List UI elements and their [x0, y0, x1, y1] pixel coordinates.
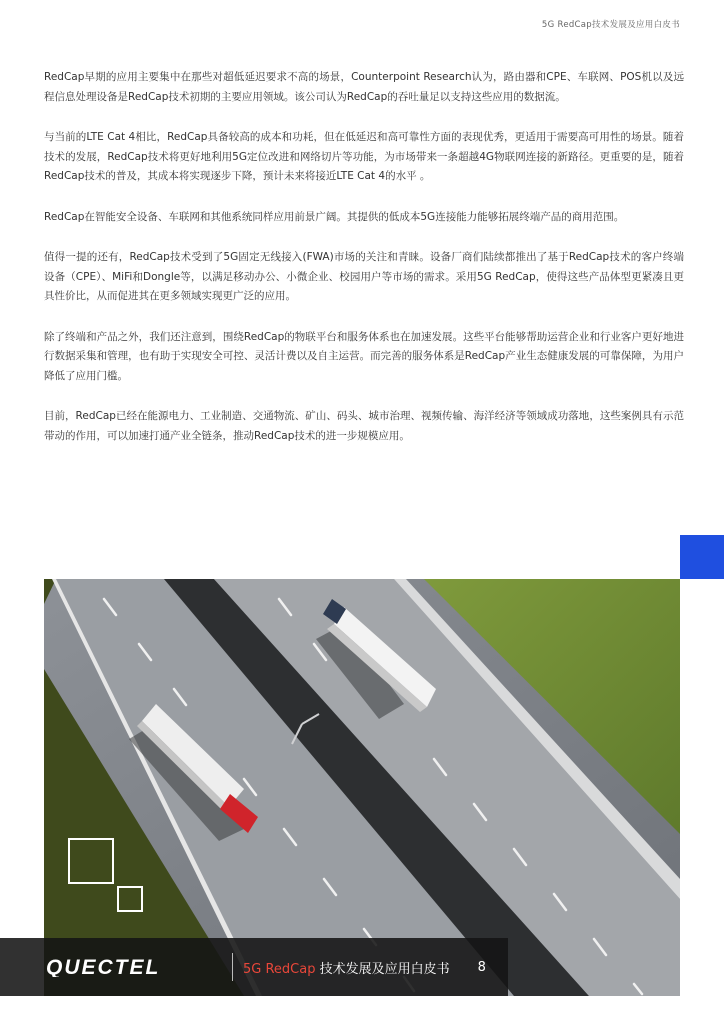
- footer-bar: [0, 938, 508, 996]
- decorative-square-large: [68, 838, 114, 884]
- footer-title: [243, 958, 450, 977]
- paragraph: 除了终端和产品之外，我们还注意到，围绕RedCap的物联平台和服务体系也在加速发展。这些平台能够帮助运营企业和行业客户更好地进行数据采集和管理，也有助于实现安全可控、灵活计费以及自主运营。而完善的服务体系是RedCap产业生态健康发展的可靠保障，为用户降低了应用门槛。: [44, 330, 684, 382]
- running-header: 5G RedCap技术发展及应用白皮书: [541, 20, 680, 30]
- paragraph: RedCap早期的应用主要集中在那些对超低延迟要求不高的场景，Counterpoint Research认为，路由器和CPE、车联网、POS机以及远程信息处理设备是RedCap技术初期的主要应用领域。该公司认为RedCap的吞吐量足以支持这些应用的数据流。: [44, 71, 684, 103]
- footer-divider: [232, 953, 233, 981]
- paragraph: 目前，RedCap已经在能源电力、工业制造、交通物流、矿山、码头、城市治理、视频传输、海洋经济等领域成功落地，这些案例具有示范带动的作用，可以加速打通产业全链条，推动RedCap技术的进一步规模应用。: [44, 410, 684, 442]
- footer-title-rest: 技术发展及应用白皮书: [315, 961, 450, 977]
- paragraph: 与当前的LTE Cat 4相比，RedCap具备较高的成本和功耗，但在低延迟和高可靠性方面的表现优秀，更适用于需要高可用性的场景。随着技术的发展，RedCap技术将更好地利用5G定位改进和网络切片等功能，为市场带来一条超越4G物联网连接的新路径。更重要的是，随着RedCap技术的普及，其成本将实现逐步下降，预计未来将接近LTE Cat 4的水平 。: [44, 131, 684, 182]
- decorative-square-small: [117, 886, 143, 912]
- side-tab-marker: [680, 535, 724, 579]
- paragraph: 值得一提的还有，RedCap技术受到了5G固定无线接入(FWA)市场的关注和青睐。设备厂商们陆续都推出了基于RedCap技术的客户终端设备（CPE）、MiFi和Dongle等，以满足移动办公、小微企业、校园用户等市场的需求。采用5G RedCap，使得这些产品体型更紧凑且更具性价比，从而促进其在更多领域实现更广泛的应用。: [44, 251, 684, 302]
- page-number: 8: [477, 959, 486, 975]
- footer-title-accent: 5G RedCap: [243, 961, 316, 977]
- quectel-logo: [46, 957, 208, 977]
- highway-trucks-illustration: [44, 579, 680, 996]
- logo-text: QUECTEL: [46, 957, 161, 977]
- body-text: [44, 68, 684, 467]
- paragraph: RedCap在智能安全设备、车联网和其他系统同样应用前景广阔。其提供的低成本5G连接能力能够拓展终端产品的商用范围。: [44, 210, 625, 223]
- highway-photo: [44, 579, 680, 996]
